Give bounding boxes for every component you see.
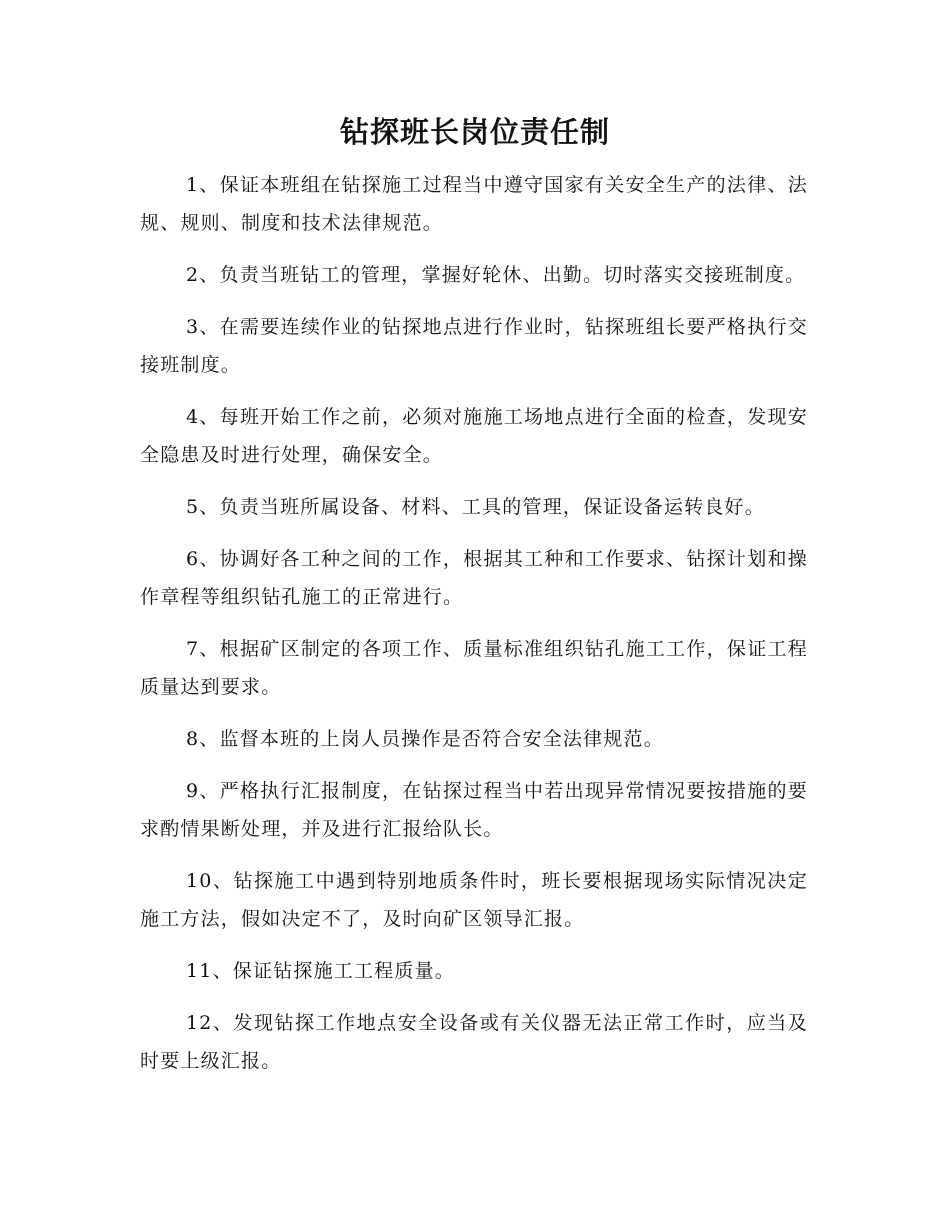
document-body: [140, 166, 808, 1094]
duty-item-8: 8、监督本班的上岗人员操作是否符合安全法律规范。: [186, 728, 664, 750]
document-title: 钻探班长岗位责任制: [339, 115, 610, 149]
duty-item-10: 10、钻探施工中遇到特别地质条件时，班长要根据现场实际情况决定施工方法，假如决定不了，及时向矿区领导汇报。: [140, 870, 808, 930]
duty-item-9: 9、严格执行汇报制度，在钻探过程当中若出现异常情况要按措施的要求酌情果断处理，并及进行汇报给队长。: [140, 780, 808, 840]
duty-item-11: 11、保证钻探施工工程质量。: [186, 960, 455, 982]
duty-item-4: 4、每班开始工作之前，必须对施施工场地点进行全面的检查，发现安全隐患及时进行处理，确保安全。: [140, 406, 808, 466]
duty-item-6: 6、协调好各工种之间的工作，根据其工种和工作要求、钻探计划和操作章程等组织钻孔施工的正常进行。: [140, 548, 808, 608]
duty-item-3: 3、在需要连续作业的钻探地点进行作业时，钻探班组长要严格执行交接班制度。: [140, 316, 808, 376]
duty-item-12: 12、发现钻探工作地点安全设备或有关仪器无法正常工作时，应当及时要上级汇报。: [140, 1012, 808, 1072]
duty-item-7: 7、根据矿区制定的各项工作、质量标准组织钻孔施工工作，保证工程质量达到要求。: [140, 638, 808, 698]
duty-item-1: 1、保证本班组在钻探施工过程当中遵守国家有关安全生产的法律、法规、规则、制度和技术法律规范。: [140, 174, 808, 234]
duty-item-5: 5、负责当班所属设备、材料、工具的管理，保证设备运转良好。: [186, 496, 765, 518]
duty-item-2: 2、负责当班钻工的管理，掌握好轮休、出勤。切时落实交接班制度。: [186, 264, 806, 286]
